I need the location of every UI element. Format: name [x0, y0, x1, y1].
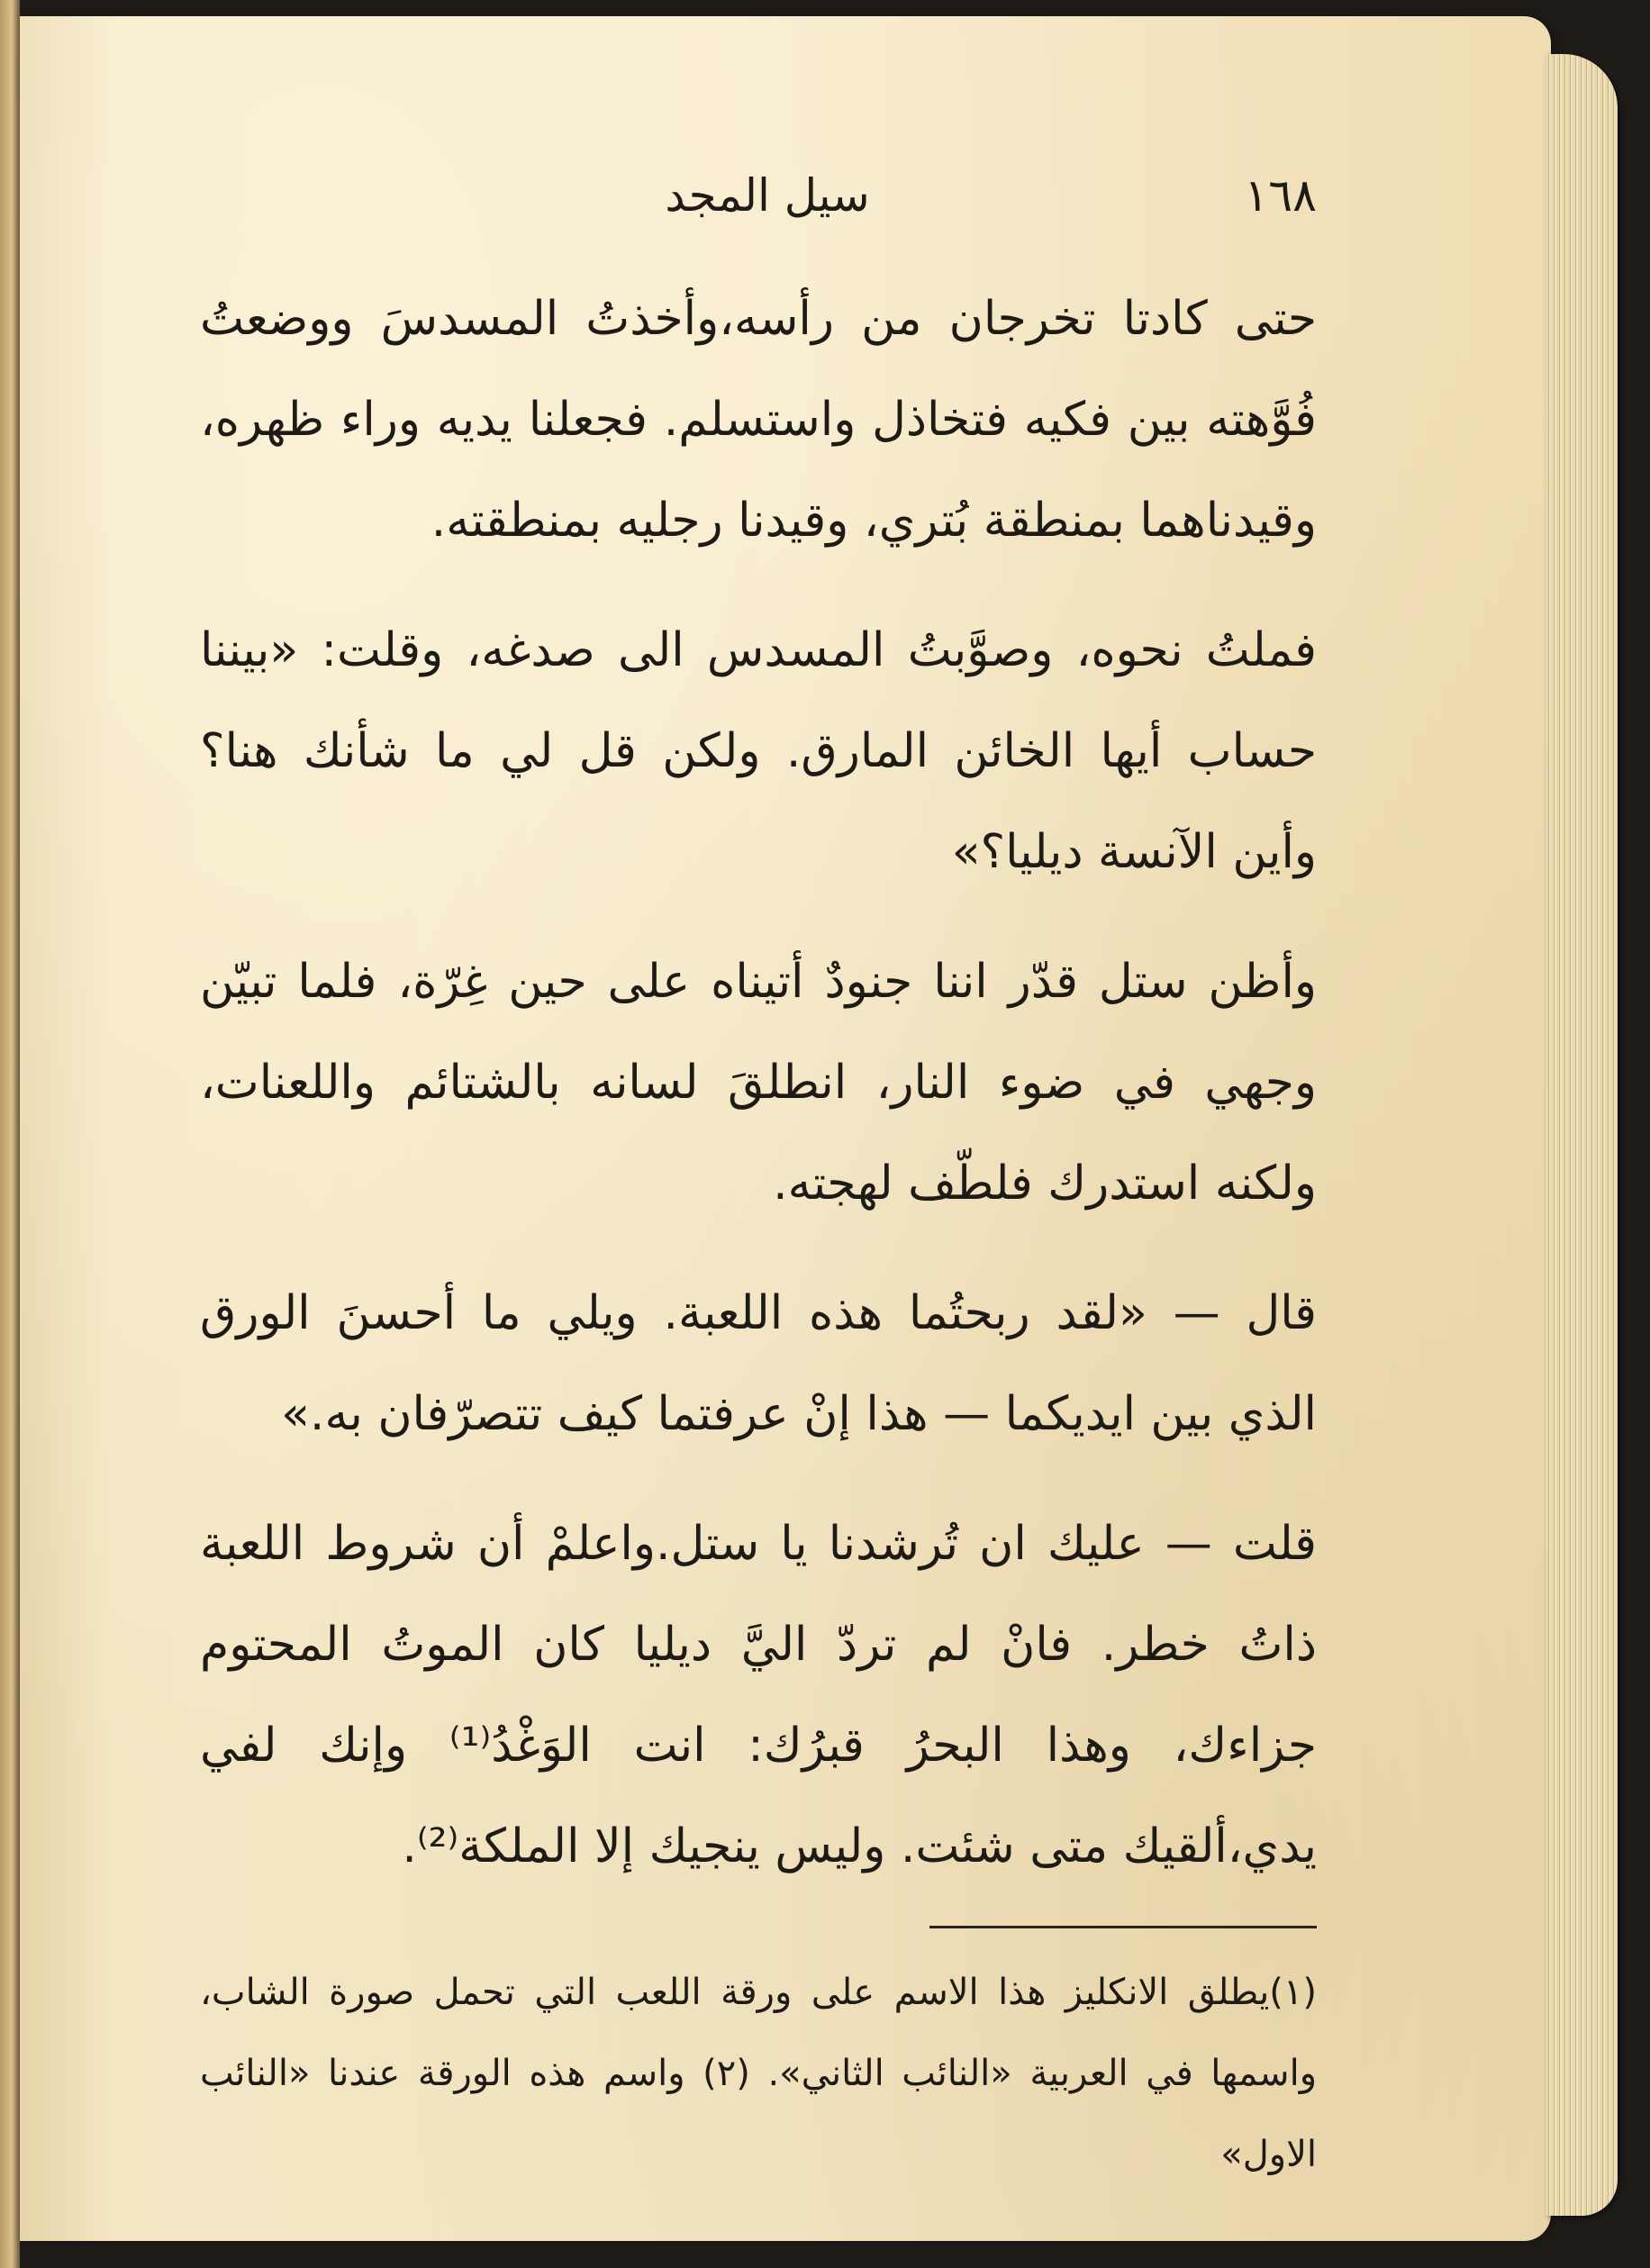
book-page [20, 16, 1551, 2241]
running-title: سيل المجد [665, 169, 870, 222]
paragraph-3: وأظن ستل قدّر اننا جنودٌ أتيناه على حين غِرّة، فلما تبيّن وجهي في ضوء النار، انطلقَ لسانه بالشتائم واللعنات، ولكنه استدرك فلطّف لهجته. [200, 955, 1317, 1211]
facing-page-edge [0, 0, 20, 2268]
footnotes [200, 1952, 1317, 2195]
page-header [200, 169, 1317, 268]
body-text [200, 268, 1317, 1897]
footnote-text: (١)يطلق الانكليز هذا الاسم على ورقة اللعب التي تحمل صورة الشاب، واسمها في العربية «النائب الثاني». (٢) واسم هذه الورقة عندنا «النائب الاول» [200, 1972, 1318, 2175]
page-block-edge [1546, 54, 1618, 2216]
paragraph-4: قال — «لقد ربحتُما هذه اللعبة. ويلي ما أحسنَ الورق الذي بين ايديكما — هذا إنْ عرفتما كيف تتصرّفان به.» [200, 1286, 1317, 1441]
paragraph-1: حتى كادتا تخرجان من رأسه،وأخذتُ المسدسَ ووضعتُ فُوَّهته بين فكيه فتخاذل واستسلم. فجعلنا يديه وراء ظهره، وقيدناهما بمنطقة بُتري، وقيدنا رجليه بمنطقته. [200, 292, 1317, 548]
paragraph-2: فملتُ نحوه، وصوَّبتُ المسدس الى صدغه، وقلت: «بيننا حساب أيها الخائن المارق. ولكن قل لي ما شأنك هنا؟ وأين الآنسة ديليا؟» [200, 623, 1317, 879]
page-number: ١٦٨ [1244, 169, 1317, 222]
footnote-rule [929, 1926, 1317, 1928]
paragraph-5: قلت — عليك ان تُرشدنا يا ستل.واعلمْ أن شروط اللعبة ذاتُ خطر. فانْ لم تردّ اليَّ ديليا كان الموتُ المحتوم جزاءك، وهذا البحرُ قبرُك: انت الوَغْدُ⁽¹⁾ وإنك لفي يدي،ألقيك متى شئت. وليس ينجيك إلا الملكة⁽²⁾. [200, 1517, 1317, 1873]
page-content [200, 169, 1317, 2195]
